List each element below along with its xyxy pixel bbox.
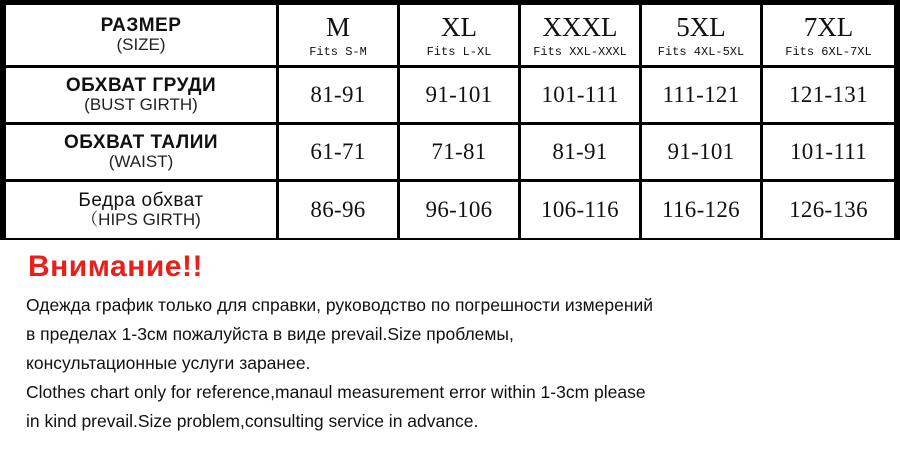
table-cell	[763, 125, 894, 179]
cell-value: 61-71	[310, 139, 366, 164]
notice-line: в пределах 1-3см пожалуйста в виде prevail.Size проблемы,	[26, 324, 514, 344]
size-name: XL	[441, 11, 477, 42]
notice-line: консультационные услуги заранее.	[26, 353, 311, 373]
cell-value: 101-111	[541, 82, 619, 107]
table-cell	[763, 68, 894, 122]
row-label-sub: (WAIST)	[108, 152, 174, 172]
cell-value: 81-91	[310, 82, 366, 107]
size-fits: Fits L-XL	[426, 44, 492, 59]
notice-line: in kind prevail.Size problem,consulting service in advance.	[26, 411, 479, 431]
cell-value: 106-116	[541, 197, 619, 222]
header-size-xxxl	[521, 5, 639, 65]
notice-text	[26, 291, 890, 436]
size-fits: Fits XXL-XXXL	[533, 44, 627, 59]
cell-value: 96-106	[425, 197, 493, 222]
table-cell	[521, 68, 639, 122]
header-size-5xl	[642, 5, 760, 65]
header-label-sub: (SIZE)	[116, 35, 166, 55]
size-name: 7XL	[803, 11, 854, 42]
notice-title: Внимание!!	[28, 250, 203, 283]
row-label-main: Бедра обхват	[78, 190, 204, 212]
table-cell	[642, 68, 760, 122]
size-name: 5XL	[676, 11, 726, 42]
cell-value: 91-101	[425, 82, 493, 107]
row-label-bust	[6, 68, 276, 122]
size-fits: Fits S-M	[309, 44, 367, 59]
table-cell	[763, 182, 894, 238]
cell-value: 71-81	[431, 139, 487, 164]
notice-line: Clothes chart only for reference,manaul measurement error within 1-3cm please	[26, 382, 646, 402]
table-cell	[642, 182, 760, 238]
row-label-sub: (BUST GIRTH)	[84, 95, 198, 115]
row-label-sub: （HIPS GIRTH)	[81, 210, 201, 230]
cell-value: 111-121	[662, 82, 740, 107]
table-cell	[521, 125, 639, 179]
row-label-waist	[6, 125, 276, 179]
cell-value: 126-136	[789, 197, 868, 222]
table-cell	[400, 182, 518, 238]
header-size-label	[6, 5, 276, 65]
row-label-main: ОБХВАТ ГРУДИ	[65, 75, 217, 97]
notice-line: Одежда график только для справки, руководство по погрешности измерений	[26, 295, 654, 315]
table-cell	[521, 182, 639, 238]
cell-value: 121-131	[789, 82, 868, 107]
table-cell	[279, 182, 397, 238]
header-size-7xl	[763, 5, 894, 65]
header-label-main: РАЗМЕР	[100, 15, 182, 37]
table-cell	[279, 125, 397, 179]
header-size-m	[279, 5, 397, 65]
table-cell	[400, 68, 518, 122]
size-name: M	[325, 11, 350, 42]
table-cell	[642, 125, 760, 179]
cell-value: 81-91	[552, 139, 608, 164]
cell-value: 101-111	[789, 139, 868, 164]
table-cell	[279, 68, 397, 122]
header-size-xl	[400, 5, 518, 65]
size-fits: Fits 4XL-5XL	[657, 44, 745, 59]
table-cell	[400, 125, 518, 179]
size-fits: Fits 6XL-7XL	[785, 44, 872, 59]
row-label-main: ОБХВАТ ТАЛИИ	[63, 132, 219, 154]
cell-value: 91-101	[667, 139, 735, 164]
cell-value: 86-96	[310, 197, 366, 222]
size-name: XXXL	[542, 11, 618, 42]
row-label-hips	[6, 182, 276, 238]
cell-value: 116-126	[662, 197, 740, 222]
